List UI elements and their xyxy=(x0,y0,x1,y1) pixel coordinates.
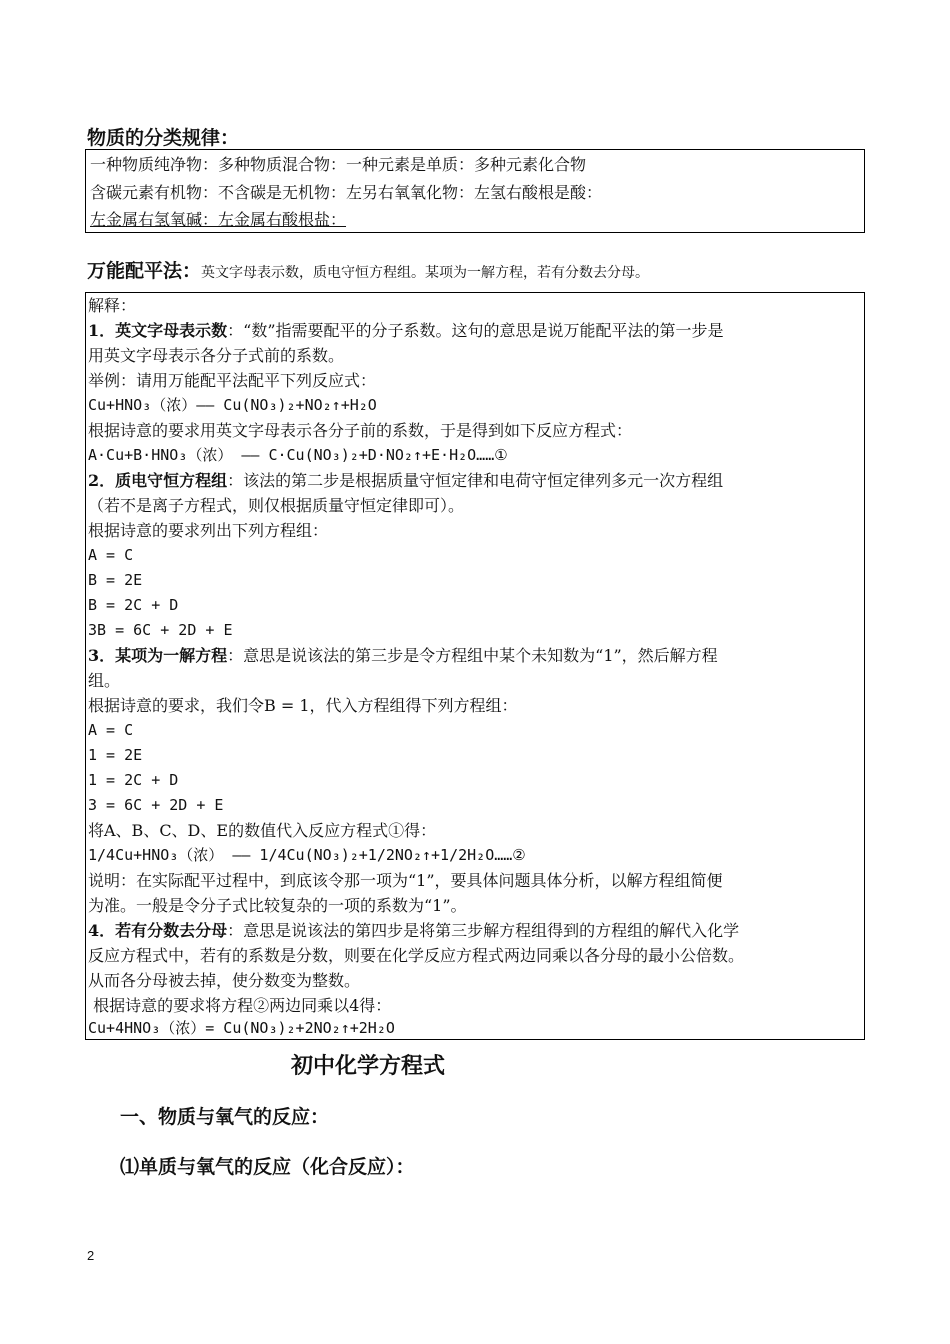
step-3-title: 3．某项为一解方程 xyxy=(88,646,228,665)
explain-line: 根据诗意的要求列出下列方程组： xyxy=(88,521,329,540)
section-heading-2: ⑴单质与氧气的反应（化合反应）： xyxy=(120,1156,415,1178)
equation-line: 1/4Cu+HNO₃（浓） —— 1/4Cu(NO₃)₂+1/2NO₂↑+1/2H₂O……② xyxy=(88,846,526,864)
universal-title: 万能配平法： xyxy=(87,260,202,282)
section-title: 初中化学方程式 xyxy=(291,1054,446,1079)
equation-line: Cu+4HNO₃（浓）= Cu(NO₃)₂+2NO₂↑+2H₂O xyxy=(88,1019,395,1037)
equation-line: A = C xyxy=(88,721,134,739)
explain-line: 用英文字母表示各分子式前的系数。 xyxy=(88,346,345,365)
classification-box xyxy=(85,149,865,233)
equation-line: B = 2E xyxy=(88,571,143,589)
classification-row: 左金属右氢氧碱：左金属右酸根盐： xyxy=(90,210,347,229)
explain-line xyxy=(88,918,739,943)
universal-subtitle: 英文字母表示数，质电守恒方程组。某项为一解方程，若有分数去分母。 xyxy=(201,265,650,281)
equation-line: 3B = 6C + 2D + E xyxy=(88,621,233,639)
explain-line: 将A、B、C、D、E的数值代入反应方程式①得： xyxy=(88,821,437,840)
explain-line: 根据诗意的要求用英文字母表示各分子前的系数，于是得到如下反应方程式： xyxy=(88,421,633,440)
step-2-title: 2．质电守恒方程组 xyxy=(88,471,228,490)
explain-line: 根据诗意的要求将方程②两边同乘以4得： xyxy=(88,996,392,1015)
explain-label: 解释： xyxy=(88,296,137,315)
explain-text: ：意思是说该法的第三步是令方程组中某个未知数为“1”，然后解方程 xyxy=(227,646,718,665)
explain-line xyxy=(88,318,724,343)
explain-text: ：该法的第二步是根据质量守恒定律和电荷守恒定律列多元一次方程组 xyxy=(227,471,724,490)
step-1-title: 1．英文字母表示数 xyxy=(88,321,228,340)
section-heading-1: 一、物质与氧气的反应： xyxy=(120,1106,330,1128)
equation-line: Cu+HNO₃（浓）—— Cu(NO₃)₂+NO₂↑+H₂O xyxy=(88,396,377,414)
step-4-title: 4．若有分数去分母 xyxy=(88,921,228,940)
explain-line: 反应方程式中，若有的系数是分数，则要在化学反应方程式两边同乘以各分母的最小公倍数。 xyxy=(88,946,745,965)
explain-text: ：“数”指需要配平的分子系数。这句的意思是说万能配平法的第一步是 xyxy=(227,321,724,340)
classification-row: 含碳元素有机物：不含碳是无机物：左另右氧氧化物：左氢右酸根是酸： xyxy=(90,183,603,202)
equation-line: A·Cu+B·HNO₃（浓） —— C·Cu(NO₃)₂+D·NO₂↑+E·H₂O……① xyxy=(88,446,508,464)
explain-line: 从而各分母被去掉，使分数变为整数。 xyxy=(88,971,361,990)
page-number: 2 xyxy=(87,1248,95,1263)
explain-line xyxy=(88,468,723,493)
equation-line: A = C xyxy=(88,546,134,564)
equation-line: 1 = 2E xyxy=(88,746,143,764)
explain-line xyxy=(88,643,718,668)
explain-line: 组。 xyxy=(88,671,121,690)
explain-line: 举例：请用万能配平法配平下列反应式： xyxy=(88,371,377,390)
explain-line: 根据诗意的要求，我们令B = 1，代入方程组得下列方程组： xyxy=(88,696,518,715)
explanation-box xyxy=(85,292,865,1040)
universal-heading xyxy=(87,256,649,283)
equation-line: 1 = 2C + D xyxy=(88,771,179,789)
equation-line: 3 = 6C + 2D + E xyxy=(88,796,224,814)
explain-line: 说明：在实际配平过程中，到底该令那一项为“1”，要具体问题具体分析，以解方程组简便 xyxy=(88,871,723,890)
classification-row: 一种物质纯净物：多种物质混合物：一种元素是单质：多种元素化合物 xyxy=(90,155,587,174)
explain-text: ：意思是说该法的第四步是将第三步解方程组得到的方程组的解代入化学 xyxy=(227,921,740,940)
explain-line: （若不是离子方程式，则仅根据质量守恒定律即可）。 xyxy=(88,496,465,515)
equation-line: B = 2C + D xyxy=(88,596,179,614)
explain-line: 为准。一般是令分子式比较复杂的一项的系数为“1”。 xyxy=(88,896,467,915)
classification-title: 物质的分类规律： xyxy=(87,127,240,149)
